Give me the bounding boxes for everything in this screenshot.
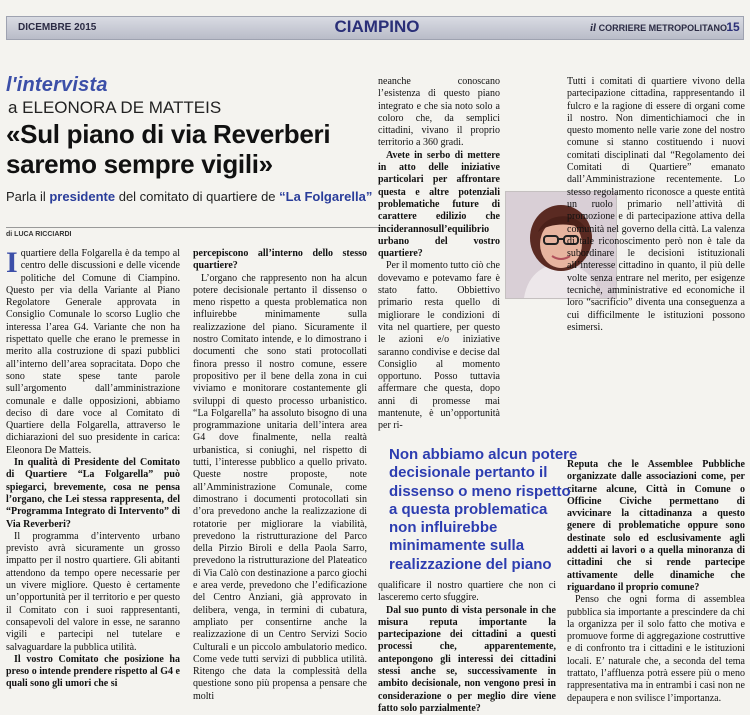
column-1: [6, 248, 180, 703]
newspaper-brand: [590, 22, 727, 34]
answer-5: Penso che ogni forma di assemblea pubblica sia importante a prescindere da chi la organizza per il solo fatto che motiva e promuove forme di aggregazione costruttive e di confronto tra i cittadini e le istituzioni locali. E’ naturale che, a seconda del tema trattato, l’affluenza potrà essere più o meno rappresentativa ma in entrambi i casi non ne depaupera e non svilisce l’importanza.: [567, 594, 745, 704]
brand-il: il: [590, 22, 597, 34]
question-1: In qualità di Presidente del Comitato di Quartiere “La Folgarella” può spiegarci, brevemente, cosa ne pensa l’organo, che Lei stessa rappresenta, del “Programma Integrato di Intervento” di Via Reverberi?: [6, 457, 180, 530]
answer-1: Il programma d’intervento urbano previsto avrà sicuramente un grosso impatto per il nostro quartiere. Gli abitanti attendono da tempo opere necessarie per un vivere migliore. Questo è certamente un’opportunità per il territorio e per questo il Comitato con i suoi rappresentanti, consapevoli del valore in esse, ne saranno vigili e partecipi nel tutelare e salvaguardare la pubblica utilità.: [6, 530, 180, 653]
pull-quote: Non abbiamo alcun potere decisionale pertanto il dissenso o meno rispetto a questa problematica non influirebbe minimamente sulla realizzazione del piano: [389, 446, 578, 573]
issue-date: DICEMBRE 2015: [18, 22, 97, 33]
question-2: Il vostro Comitato che posizione ha preso o intende prendere rispetto al G4 e quali sono gli umori che si: [6, 653, 180, 690]
column-3-top: [378, 76, 500, 436]
answer-3-cont: qualificare il nostro quartiere che non ci lasceremo certo sfuggire.: [378, 580, 556, 604]
column-4-bottom: [567, 459, 745, 704]
column-3-bottom: [378, 580, 556, 714]
deck: [6, 189, 386, 204]
page-number: 15: [726, 20, 740, 34]
brand-name: CORRIERE METROPOLITANO: [598, 23, 727, 33]
answer-3: Per il momento tutto ciò che dovevamo e potevamo fare è stato fatto. Obbiettivo primario resta quello di migliorare le condizioni di vita nel quartiere, per questo le azioni e/o iniziative saranno condivise e decise dal Consiglio al momento opportuno. Posso tuttavia affermare che questa, dopo anni di promesse mai mantenute, è un’opportunità per ri-: [378, 260, 500, 432]
question-4: Dal suo punto di vista personale in che misura reputa importante la partecipazione dei cittadini a questi processi che, apparentemente, antepongono gli interessi dei cittadini stessi anche se, successivamente in ambito decisionale, non vengono presi in considerazione o per meglio dire viene fatto solo parzialmente?: [378, 604, 556, 714]
deck-part-d: “La Folgarella”: [279, 189, 373, 204]
deck-part-a: Parla il: [6, 189, 50, 204]
article-kicker: l'intervista: [6, 74, 108, 96]
page-header: [0, 0, 750, 44]
headline: «Sul piano di via Reverberi saremo sempre vigili»: [6, 119, 331, 180]
intro-paragraph: quartiere della Folgarella è da tempo al centro delle discussioni e delle vicende politiche del Comune di Ciampino. Questo per via della Variante al Piano Regolatore Generale approvata in Consiglio Comunale lo scorso Luglio che interessa l’area G4. Variante che non ha rispettato quelle che erano le premesse in merito alla costruzione di spazi pubblici all’interno dell’area sopracitata. Dopo che sono state spese tante parole sull’argomento dall’amministrazione comunale e dalle opposizioni, abbiamo deciso di dare voce al Comitato di Quartiere della Folgarella, attraverso le dichiarazioni del suo presidente in carica: Eleonora De Matteis.: [6, 248, 180, 456]
question-3: Avete in serbo di mettere in atto delle iniziative particolari per affrontare questa e altre potenziali problematiche future di carattere edilizio che inciderannosull’equilibrio urbano del vostro quartiere?: [378, 149, 500, 260]
question-5: Reputa che le Assemblee Pubbliche organizzate dalle associazioni come, per citarne alcune, Città in Comune o Officine Civiche permettano di avvicinare la cittadinanza a questo genere di problematiche oppure sono destinate solo ed esclusivamente agli addetti ai lavori o a quella minoranza di cittadini che si rende partecipe attivamente delle dinamiche che riguardano il proprio comune?: [567, 459, 745, 593]
deck-divider: [6, 227, 382, 228]
interviewee-name: a ELEONORA DE MATTEIS: [8, 98, 222, 117]
question-2-cont: percepiscono all’interno dello stesso quartiere?: [193, 248, 367, 272]
column-2: [193, 248, 367, 703]
deck-part-c: del comitato di quartiere de: [115, 189, 280, 204]
answer-4: Tutti i comitati di quartiere vivono della partecipazione cittadina, rappresentando il fulcro e la ragione di essere di organi come il nostro. Non dimentichiamoci che in questo momento nelle varie zone del nostro comune si stanno costituendo i nuovi comitati disciplinati dal “Regolamento dei Comitati di Quartiere” emanato dall’Amministrazione recentemente. Lo stesso regolamento riconosce a queste entità un ruolo primario nell’attività di promozione e di partecipazione attiva della comunità nel governo della città. La valenza di tale riconoscimento però non è tale da subordinare le decisioni istituzionali all’interesse cittadino in quanto, il più delle volte senza entrare nel merito, per esigenze tecniche, amministrative ed economiche il loro “sacrificio” diventa una conseguenza a cui difficilmente le istituzioni possono esimersi.: [567, 76, 745, 333]
byline: di LUCA RICCIARDI: [6, 231, 72, 238]
answer-2: L’organo che rappresento non ha alcun potere decisionale pertanto il dissenso o meno rispetto a questa problematica non influirebbe minimamente sulla realizzazione del piano. Sicuramente il nostro Comitato intende, e lo dimostrano i documenti che sono stati protocollati finora presso il nostro comune, essere propositivo per il bene della zona in cui viviamo e monitorare costantemente gli sviluppi di questo processo urbanistico. “La Folgarella” ha assoluto bisogno di una programmazione unitaria dell’intera area G4 dove finalmente, nella realtà urbanistica, si coniughi, nel rispetto di tutti, l’interesse pubblico a quello privato. Queste nostre proposte, note all’Amministrazione Comunale, come dimostrano i documenti protocollati sin d’ora prevedono anche la realizzazione di rotatorie per migliorare la viabilità, prevedono la ristrutturazione del Parco della Pirzio Biroli e della Paola Sarro, prevedono la ristrutturazione del Plateatico di Via Calò con destinazione a parco giochi e area verde, prevedono che l’edificazione del Centro Anziani, già approvato in delibera, venga, in termini di cubatura, ampliato per consentirne anche la realizzazione di un Centro Servizi Socio Culturali e un piccolo ambulatorio medico. Come vede tutti servizi di pubblica utilità. Ritengo che data la complessità della questione sono più propensa a pensare che molti: [193, 272, 367, 702]
column-4: [567, 76, 745, 456]
section-title: CIAMPINO: [334, 17, 420, 36]
drop-cap: I: [6, 246, 18, 279]
deck-part-b: presidente: [49, 189, 116, 204]
answer-2-cont: neanche conoscano l’esistenza di questo piano integrato e che sia noto solo a coloro che, da semplici cittadini, vivano il proprio territorio a 360 gradi.: [378, 76, 500, 149]
